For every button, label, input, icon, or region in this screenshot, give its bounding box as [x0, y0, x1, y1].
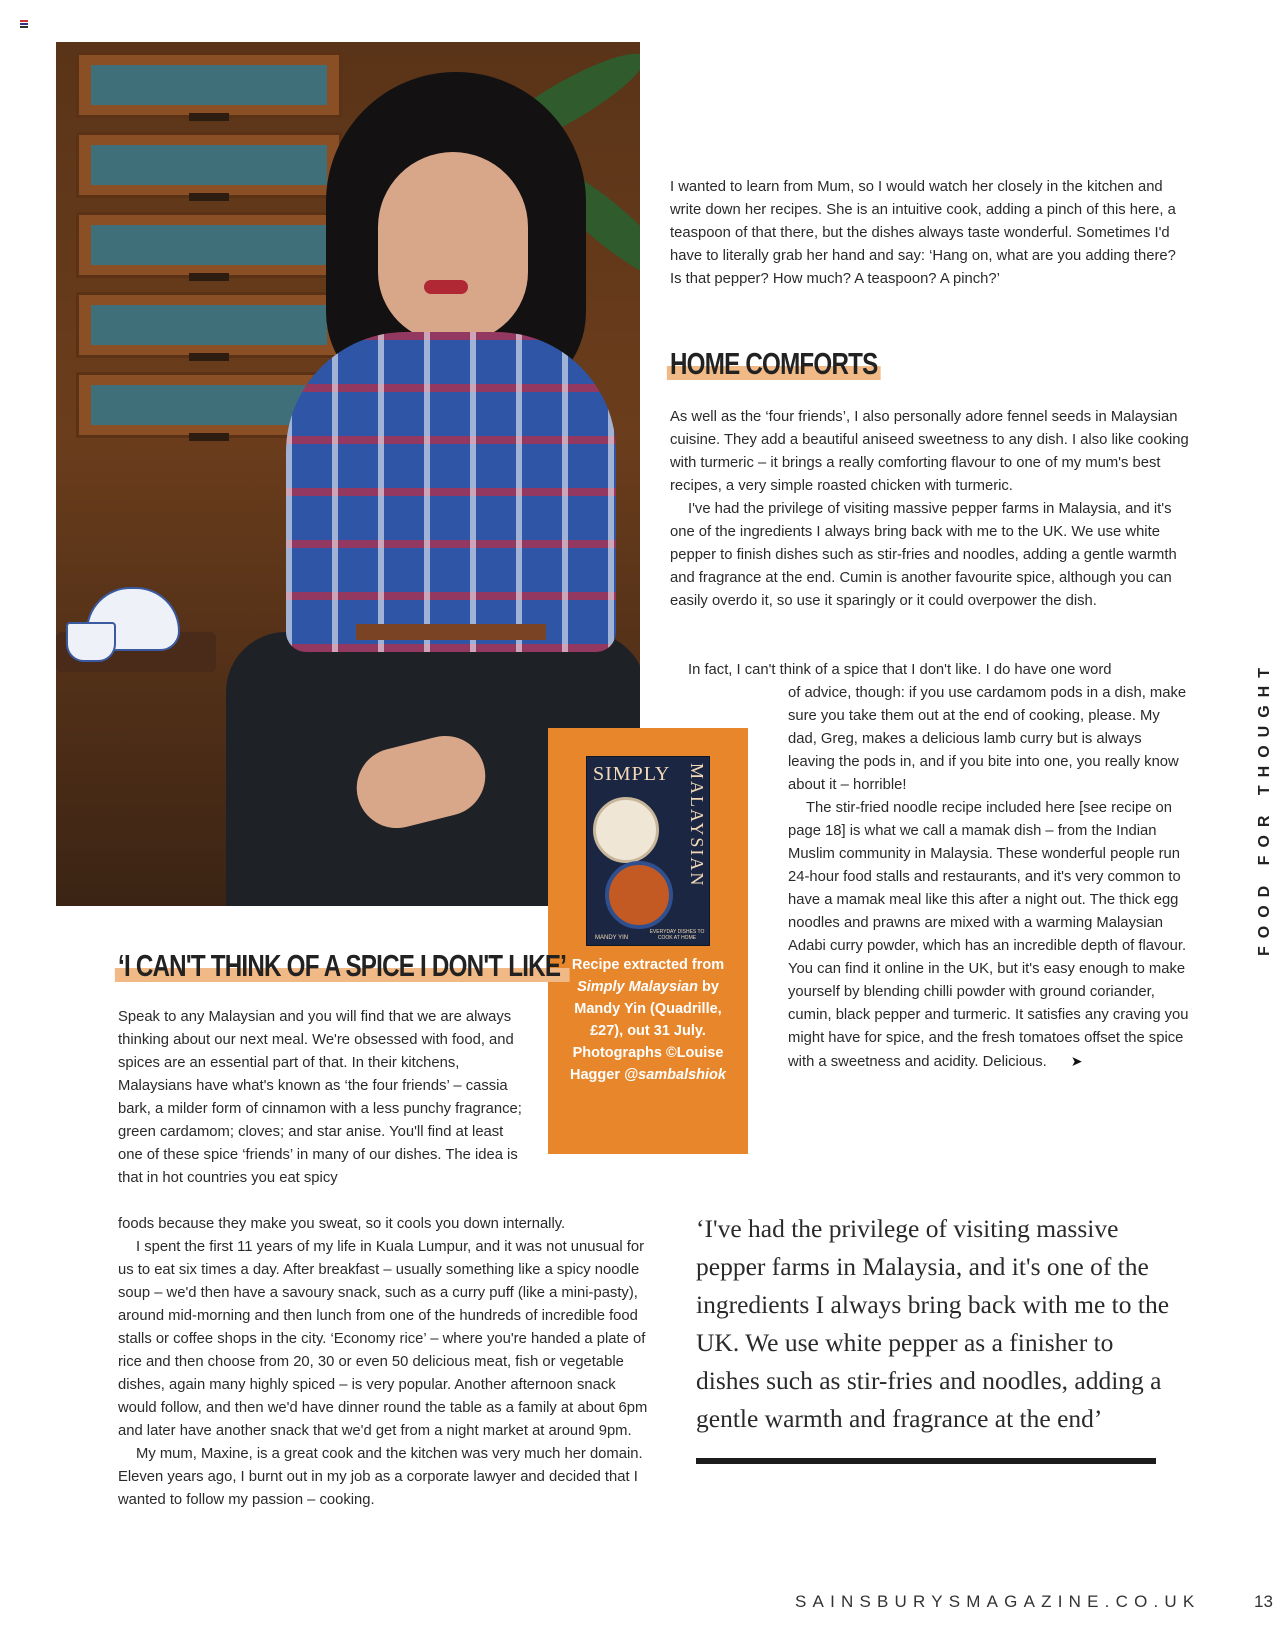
book-promo-box	[548, 728, 748, 1154]
person-shirt	[286, 332, 616, 652]
cardamom-paragraph: of advice, though: if you use cardamom pods in a dish, make sure you take them out at the end of cooking, please. My dad, Greg, makes a delicious lamb curry but is always leaving the pods in, and if you bite into one, you really know about it – horrible!	[788, 685, 1187, 793]
mum-paragraph: My mum, Maxine, is a great cook and the kitchen was very much her domain. Eleven years ago, I burnt out in my job as a corporate lawyer and decided that I wanted to follow my passion – cooking.	[118, 1446, 643, 1508]
corner-mark	[20, 20, 28, 28]
intro-paragraph: I wanted to learn from Mum, so I would watch her closely in the kitchen and write down her recipes. She is an intuitive cook, adding a pinch of this here, a teaspoon of that there, but the dishes always taste wonderful. Sometimes I'd have to literally grab her hand and say: ‘Hang on, what are you adding there? Is that pepper? How much? A teaspoon? A pinch?’	[670, 179, 1176, 287]
cabinet-drawer	[76, 132, 342, 198]
book-caption: Recipe extracted from Simply Malaysian by Mandy Yin (Quadrille, £27), out 31 July. Photographs ©Louise Hagger @sambalshiok	[570, 957, 726, 1083]
heading-spice-quote: ‘I CAN'T THINK OF A SPICE I DON'T LIKE’	[118, 948, 566, 984]
kuala-lumpur-paragraph: I spent the first 11 years of my life in Kuala Lumpur, and it was not unusual for us to eat six times a day. After breakfast – usually something like a spicy noodle soup – we'd then have a savoury snack, such as a curry puff (like a mini-pasty), around mid-morning and then lunch from one of the hundreds of incredible food stalls or coffee shops in the city. ‘Economy rice’ – where you're handed a plate of rice and then choose from 20, 30 or even 50 delicious meat, fish or vegetable dishes, again many highly spiced – is very popular. Another afternoon snack would follow, and then we'd have dinner round the table as a family at about 6pm and later have another snack that we'd get from a night market at around 9pm.	[118, 1239, 648, 1439]
person-lips	[424, 280, 468, 294]
book-tagline: EVERYDAY DISHES TO COOK AT HOME	[649, 929, 705, 941]
home-comforts-text	[670, 406, 1190, 613]
page-number: 13	[1254, 1592, 1273, 1611]
four-friends-paragraph: Speak to any Malaysian and you will find that we are always thinking about our next meal. We're obsessed with food, and spices are an essential part of that. In their kitchens, Malaysians have what's known as ‘the four friends’ – cassia bark, a milder form of cinnamon with a less punchy fragrance; green cardamom; cloves; and star anise. You'll find at least one of these spice ‘friends’ in many of our dishes. The idea is that in hot countries you eat spicy	[118, 1009, 522, 1186]
social-handle: @sambalshiok	[624, 1067, 726, 1083]
four-friends-paragraph-end: foods because they make you sweat, so it cools you down internally.	[118, 1216, 566, 1232]
book-title-malaysian: MALAYSIAN	[687, 763, 707, 888]
book-title-simply: SIMPLY	[593, 763, 671, 785]
noodle-paragraph: The stir-fried noodle recipe included here [see recipe on page 18] is what we call a mamak dish – from the Indian Muslim community in Malaysia. These wonderful people run 24-hour food stalls and restaurants, and it's very common to have a mamak meal like this after a night out. The thick egg noodles and prawns are mixed with a warming Malaysian Adabi curry powder, which has an incredible depth of flavour. You can find it online in the UK, but it's easy enough to make yourself by blending chilli powder with ground coriander, cumin, black pepper and turmeric. It satisfies any craving you might have for spice, and the fresh tomatoes offset the spice with a sweetness and acidity. Delicious. ➤	[788, 797, 1190, 1074]
book-cover	[586, 756, 710, 946]
right-column-text	[788, 682, 1190, 1074]
person-face	[378, 152, 528, 342]
cabinet-drawer	[76, 292, 342, 358]
pepper-paragraph: I've had the privilege of visiting massive pepper farms in Malaysia, and it's one of the ingredients I always bring back with me to the UK. We use white pepper to finish dishes such as stir-fries and noodles, adding a gentle warmth and fragrance at the end. Cumin is another favourite spice, although you can easily overdo it, so use it sparingly or it could overpower the dish.	[670, 501, 1177, 609]
section-label: FOOD FOR THOUGHT	[1256, 660, 1273, 956]
left-column-text-wide	[118, 1213, 648, 1512]
cabinet-drawer	[76, 52, 342, 118]
book-author: MANDY YIN	[595, 935, 629, 941]
quote-rule	[696, 1458, 1156, 1464]
pull-quote: ‘I've had the privilege of visiting massive pepper farms in Malaysia, and it's one of the ingredients I always bring back with me to the UK. We use white pepper as a finisher to dishes such as stir-fries and noodles, adding a gentle warmth and fragrance at the end’	[696, 1214, 1170, 1433]
curry-bowl-image	[605, 861, 673, 929]
person-belt	[356, 624, 546, 640]
left-column-text	[118, 1006, 528, 1190]
fennel-paragraph: As well as the ‘four friends’, I also personally adore fennel seeds in Malaysian cuisine. They add a beautiful aniseed sweetness to any dish. I also like cooking with turmeric – it brings a really comforting flavour to one of my mum's best recipes, a very simple roasted chicken with turmeric.	[670, 409, 1189, 494]
footer-website: SAINSBURYSMAGAZINE.CO.UK	[795, 1592, 1201, 1611]
spice-para-start: In fact, I can't think of a spice that I don't like. I do have one word	[688, 662, 1112, 678]
dish-image	[593, 797, 659, 863]
cabinet-drawer	[76, 212, 342, 278]
continue-arrow-icon: ➤	[1070, 1053, 1083, 1069]
teacup	[66, 622, 116, 662]
heading-home-comforts: HOME COMFORTS	[670, 346, 877, 382]
